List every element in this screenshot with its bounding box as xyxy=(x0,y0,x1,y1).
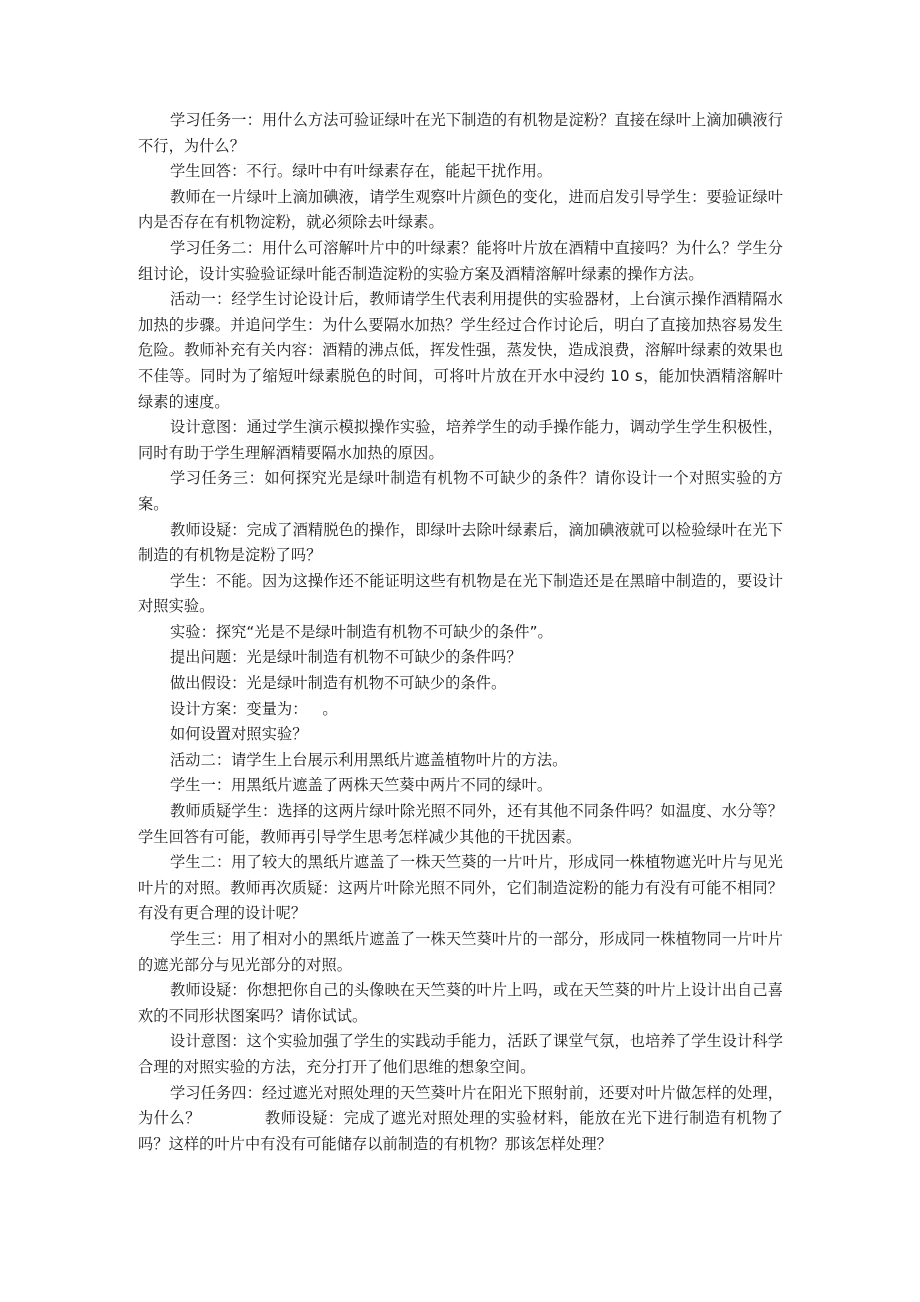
paragraph-hypothesis: 做出假设：光是绿叶制造有机物不可缺少的条件。 xyxy=(170,674,507,693)
paragraph-activity-1: 活动一：经学生讨论设计后，教师请学生代表利用提供的实验器材，上台演示操作酒精隔水加热的步骤。并追问学生：为什么要隔水加热？学生经过合作讨论后，明白了直接加热容易发生危险。教师补充有关内容：酒精的沸点低，挥发性强，蒸发快，造成浪费，溶解叶绿素的效果也不佳等。同时为了缩短叶绿素脱色的时间，可将叶片放在开水中浸约 10 s，能加快酒精溶解叶绿素的速度。 xyxy=(138,290,783,411)
paragraph-question: 提出问题：光是绿叶制造有机物不可缺少的条件吗？ xyxy=(170,648,522,667)
paragraph-design-intent-2: 设计意图：这个实验加强了学生的实践动手能力，活跃了课堂气氛，也培养了学生设计科学合理的对照实验的方法，充分打开了他们思维的想象空间。 xyxy=(138,1032,783,1076)
paragraph-teacher-challenge: 教师质疑学生：选择的这两片绿叶除光照不同外，还有其他不同条件吗？如温度、水分等？学生回答有可能，教师再引导学生思考怎样减少其他的干扰因素。 xyxy=(138,802,783,846)
paragraph-teacher-question-2: 教师设疑：你想把你自己的头像映在天竺葵的叶片上吗，或在天竺葵的叶片上设计出自己喜欢的不同形状图案吗？请你试试。 xyxy=(138,981,783,1025)
paragraph-task-3: 学习任务三：如何探究光是绿叶制造有机物不可缺少的条件？请你设计一个对照实验的方案。 xyxy=(138,469,783,513)
paragraph-teacher-demo: 教师在一片绿叶上滴加碘液，请学生观察叶片颜色的变化，进而启发引导学生：要验证绿叶内是否存在有机物淀粉，就必须除去叶绿素。 xyxy=(138,187,783,232)
paragraph-task-4: 学习任务四：经过遮光对照处理的天竺葵叶片在阳光下照射前，还要对叶片做怎样的处理，为什么？ 教师设疑：完成了遮光对照处理的实验材料，能放在光下进行制造有机物了吗？这样的叶片中有没有可能储存以前制造的有机物？那该怎样处理？ xyxy=(138,1083,783,1153)
paragraph-experiment: 实验：探究“光是不是绿叶制造有机物不可缺少的条件”。 xyxy=(170,622,553,641)
paragraph-plan: 设计方案：变量为： 。 xyxy=(170,699,338,718)
paragraph-activity-2: 活动二：请学生上台展示利用黑纸片遮盖植物叶片的方法。 xyxy=(170,750,568,769)
paragraph-student-answer: 学生回答：不行。绿叶中有叶绿素存在，能起干扰作用。 xyxy=(170,162,553,181)
paragraph-student-3: 学生三：用了相对小的黑纸片遮盖了一株天竺葵叶片的一部分，形成同一株植物同一片叶片的遮光部分与见光部分的对照。 xyxy=(138,930,783,974)
paragraph-student-reply: 学生：不能。因为这操作还不能证明这些有机物是在光下制造还是在黑暗中制造的，要设计对照实验。 xyxy=(138,571,783,616)
paragraph-student-2: 学生二：用了较大的黑纸片遮盖了一株天竺葵的一片叶片，形成同一株植物遮光叶片与见光叶片的对照。教师再次质疑：这两片叶除光照不同外，它们制造淀粉的能力有没有可能不相同？有没有更合理的设计呢？ xyxy=(138,853,783,923)
paragraph-design-intent-1: 设计意图：通过学生演示模拟操作实验，培养学生的动手操作能力，调动学生学生积极性，同时有助于学生理解酒精要隔水加热的原因。 xyxy=(138,418,783,462)
document-page xyxy=(138,108,783,1157)
paragraph-student-1: 学生一：用黑纸片遮盖了两株天竺葵中两片不同的绿叶。 xyxy=(170,776,553,795)
paragraph-control-setup: 如何设置对照实验？ xyxy=(170,725,308,744)
paragraph-task-2: 学习任务二：用什么可溶解叶片中的叶绿素？能将叶片放在酒精中直接吗？为什么？学生分组讨论，设计实验验证绿叶能否制造淀粉的实验方案及酒精溶解叶绿素的操作方法。 xyxy=(138,238,783,283)
paragraph-task-1: 学习任务一：用什么方法可验证绿叶在光下制造的有机物是淀粉？直接在绿叶上滴加碘液行不行，为什么？ xyxy=(138,111,783,155)
paragraph-teacher-question-1: 教师设疑：完成了酒精脱色的操作，即绿叶去除叶绿素后，滴加碘液就可以检验绿叶在光下制造的有机物是淀粉了吗？ xyxy=(138,520,783,565)
